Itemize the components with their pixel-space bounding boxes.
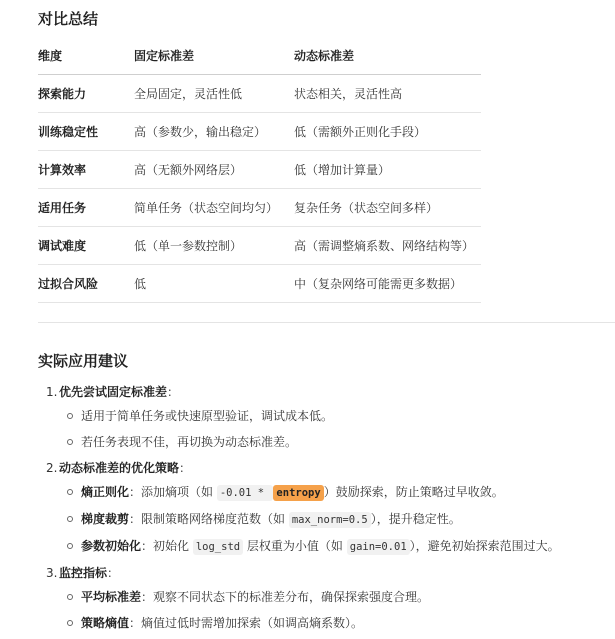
table-cell: 计算效率 [38,151,134,189]
table-row [38,265,481,303]
table-cell: 复杂任务（状态空间多样） [294,189,481,227]
table-row [38,189,481,227]
table-cell: 高（无额外网络层） [134,151,294,189]
section-title-summary: 对比总结 [38,10,99,28]
sub-list-item [59,587,613,607]
table-cell: 低（需额外正则化手段） [294,113,481,151]
sub-text: ：限制策略网络梯度范数（如 [129,512,289,526]
sub-label: 参数初始化 [81,539,142,553]
sub-text: ：观察不同状态下的标准差分布，确保探索强度合理。 [141,590,430,604]
bullet-icon [67,439,73,445]
sub-list-item [59,406,613,426]
table-cell: 训练稳定性 [38,113,134,151]
sub-text: ）鼓励探索，防止策略过早收敛。 [323,485,504,499]
inline-code: log_std [193,539,243,555]
table-cell: 调试难度 [38,227,134,265]
sub-list-item [59,482,613,503]
sub-text: ：熵值过低时需增加探索（如调高熵系数）。 [129,616,364,630]
advice-list [38,382,613,639]
item-label: 优先尝试固定标准差 [59,385,168,399]
comparison-table [38,37,481,303]
sub-label: 策略熵值 [81,616,130,630]
table-cell: 探索能力 [38,75,134,113]
table-cell: 中（复杂网络可能需更多数据） [294,265,481,303]
section-title-advice: 实际应用建议 [38,352,129,370]
table-cell: 简单任务（状态空间均匀） [134,189,294,227]
highlighted-code: entropy [273,485,323,501]
bullet-icon [67,516,73,522]
sub-text: ），避免初始探索范围过大。 [409,539,560,553]
table-row [38,75,481,113]
table-cell: 低 [134,265,294,303]
item-colon: ： [167,385,180,399]
bullet-icon [67,413,73,419]
table-cell: 状态相关，灵活性高 [294,75,481,113]
list-number: 1. [46,385,58,399]
bullet-icon [67,543,73,549]
sub-list-item [59,613,613,633]
inline-code: -0.01 * [217,485,274,501]
bullet-icon [67,594,73,600]
list-number: 2. [46,461,58,475]
item-colon: ： [179,461,192,475]
sub-text: 适用于简单任务或快速原型验证，调试成本低。 [81,409,334,423]
table-row [38,227,481,265]
item-label: 监控指标 [59,566,108,580]
sub-text: ），提升稳定性。 [370,512,461,526]
inline-code: gain=0.01 [347,539,410,555]
inline-code: max_norm=0.5 [289,512,371,528]
sub-list [59,406,613,452]
bullet-icon [67,620,73,626]
table-cell: 低（单一参数控制） [134,227,294,265]
sub-label: 梯度裁剪 [81,512,130,526]
column-header: 维度 [38,37,134,75]
item-colon: ： [107,566,120,580]
sub-list-item [59,509,613,530]
section-divider [38,322,615,323]
table-cell: 低（增加计算量） [294,151,481,189]
column-header: 动态标准差 [294,37,481,75]
sub-list-item [59,432,613,452]
table-cell: 全局固定，灵活性低 [134,75,294,113]
sub-text: ：添加熵项（如 [129,485,217,499]
table-row [38,151,481,189]
table-cell: 高（需调整熵系数、网络结构等） [294,227,481,265]
bullet-icon [67,489,73,495]
table-row [38,113,481,151]
list-number: 3. [46,566,58,580]
list-item [38,563,613,633]
sub-label: 熵正则化 [81,485,130,499]
sub-list [59,587,613,633]
column-header: 固定标准差 [134,37,294,75]
table-header-row [38,37,481,75]
item-label: 动态标准差的优化策略 [59,461,180,475]
table-cell: 适用任务 [38,189,134,227]
list-item [38,458,613,557]
sub-text: ：初始化 [141,539,193,553]
sub-label: 平均标准差 [81,590,142,604]
sub-text: 若任务表现不佳，再切换为动态标准差。 [81,435,298,449]
sub-text: 层权重为小值（如 [243,539,347,553]
sub-list [59,482,613,557]
sub-list-item [59,536,613,557]
table-cell: 高（参数少，输出稳定） [134,113,294,151]
list-item [38,382,613,452]
table-cell: 过拟合风险 [38,265,134,303]
